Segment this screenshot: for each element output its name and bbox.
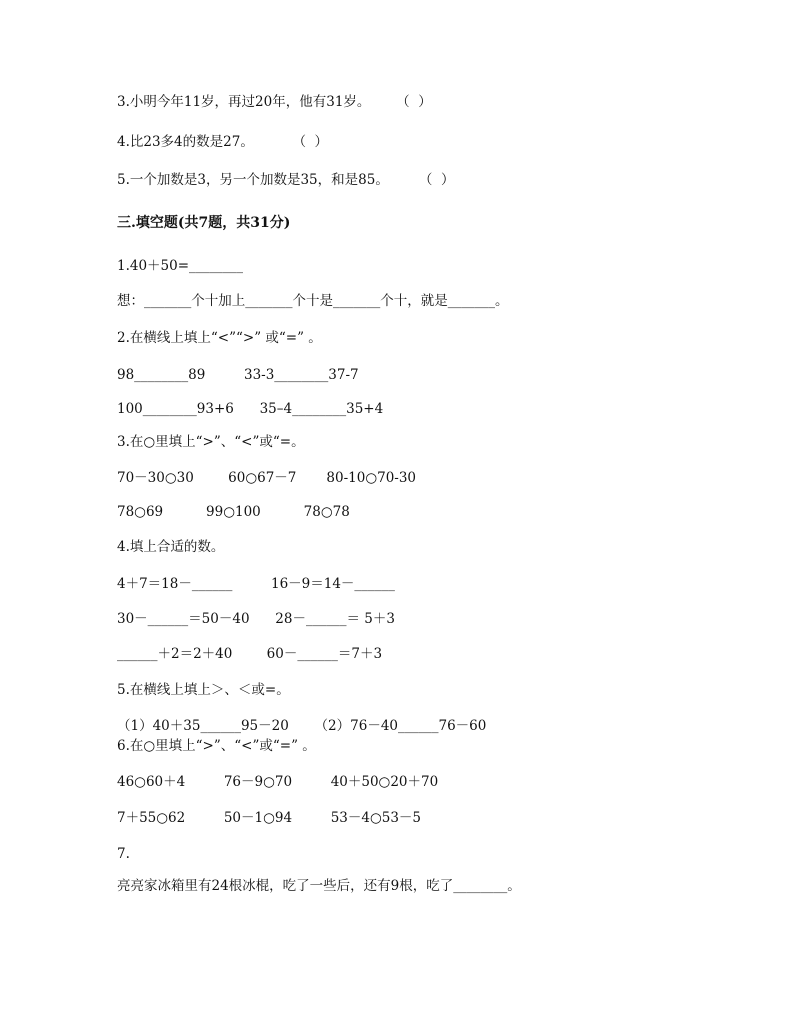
question-3 [117, 93, 432, 111]
question-5 [117, 171, 454, 189]
fill-q1-stem: 1.40＋50=________ [117, 258, 244, 274]
fill-q7-number: 7. [117, 846, 130, 862]
fill-q3-stem: 3.在○里填上“>”、“<”或“=。 [117, 434, 305, 450]
fill-q4-row2: 30－______＝50－40 28－______＝ 5＋3 [117, 611, 395, 627]
fill-q2-stem: 2.在横线上填上“<”“>” 或“=” 。 [117, 330, 322, 346]
fill-q2-row2: 100________93+6 35–4________35+4 [117, 401, 384, 417]
fill-q4-stem: 4.填上合适的数。 [117, 539, 225, 555]
fill-q5-row1: （1）40＋35______95－20 （2）76－40______76－60 [117, 718, 487, 734]
fill-q3-row2: 78○69 99○100 78○78 [117, 504, 350, 520]
fill-q6-row1: 46○60＋4 76－9○70 40＋50○20＋70 [117, 774, 439, 790]
fill-q6-stem: 6.在○里填上“>”、“<”或“=” 。 [117, 738, 316, 754]
question-text: 4.比23多4的数是27。 （ ） [117, 134, 329, 150]
fill-q6-row2: 7＋55○62 50－1○94 53－4○53－5 [117, 810, 422, 826]
question-text: 3.小明今年11岁，再过20年，他有31岁。 （ ） [117, 94, 432, 110]
fill-q2-row1: 98________89 33-3________37-7 [117, 367, 359, 383]
section-title: 三.填空题(共7题，共31分) [117, 215, 291, 231]
fill-q3-row1: 70－30○30 60○67－7 80-10○70-30 [117, 470, 417, 486]
fill-q4-row1: 4＋7＝18－______ 16－9＝14－______ [117, 576, 395, 592]
fill-q1-think: 想：_______个十加上_______个十是_______个十，就是_______。 [117, 293, 509, 309]
fill-q5-stem: 5.在横线上填上＞、＜或=。 [117, 682, 290, 698]
question-4 [117, 133, 328, 151]
fill-q4-row3: ______＋2＝2＋40 60－______＝7＋3 [117, 646, 383, 662]
fill-q7-stem: 亮亮家冰箱里有24根冰棍，吃了一些后，还有9根，吃了________。 [117, 878, 521, 894]
question-text: 5.一个加数是3，另一个加数是35，和是85。 （ ） [117, 172, 455, 188]
